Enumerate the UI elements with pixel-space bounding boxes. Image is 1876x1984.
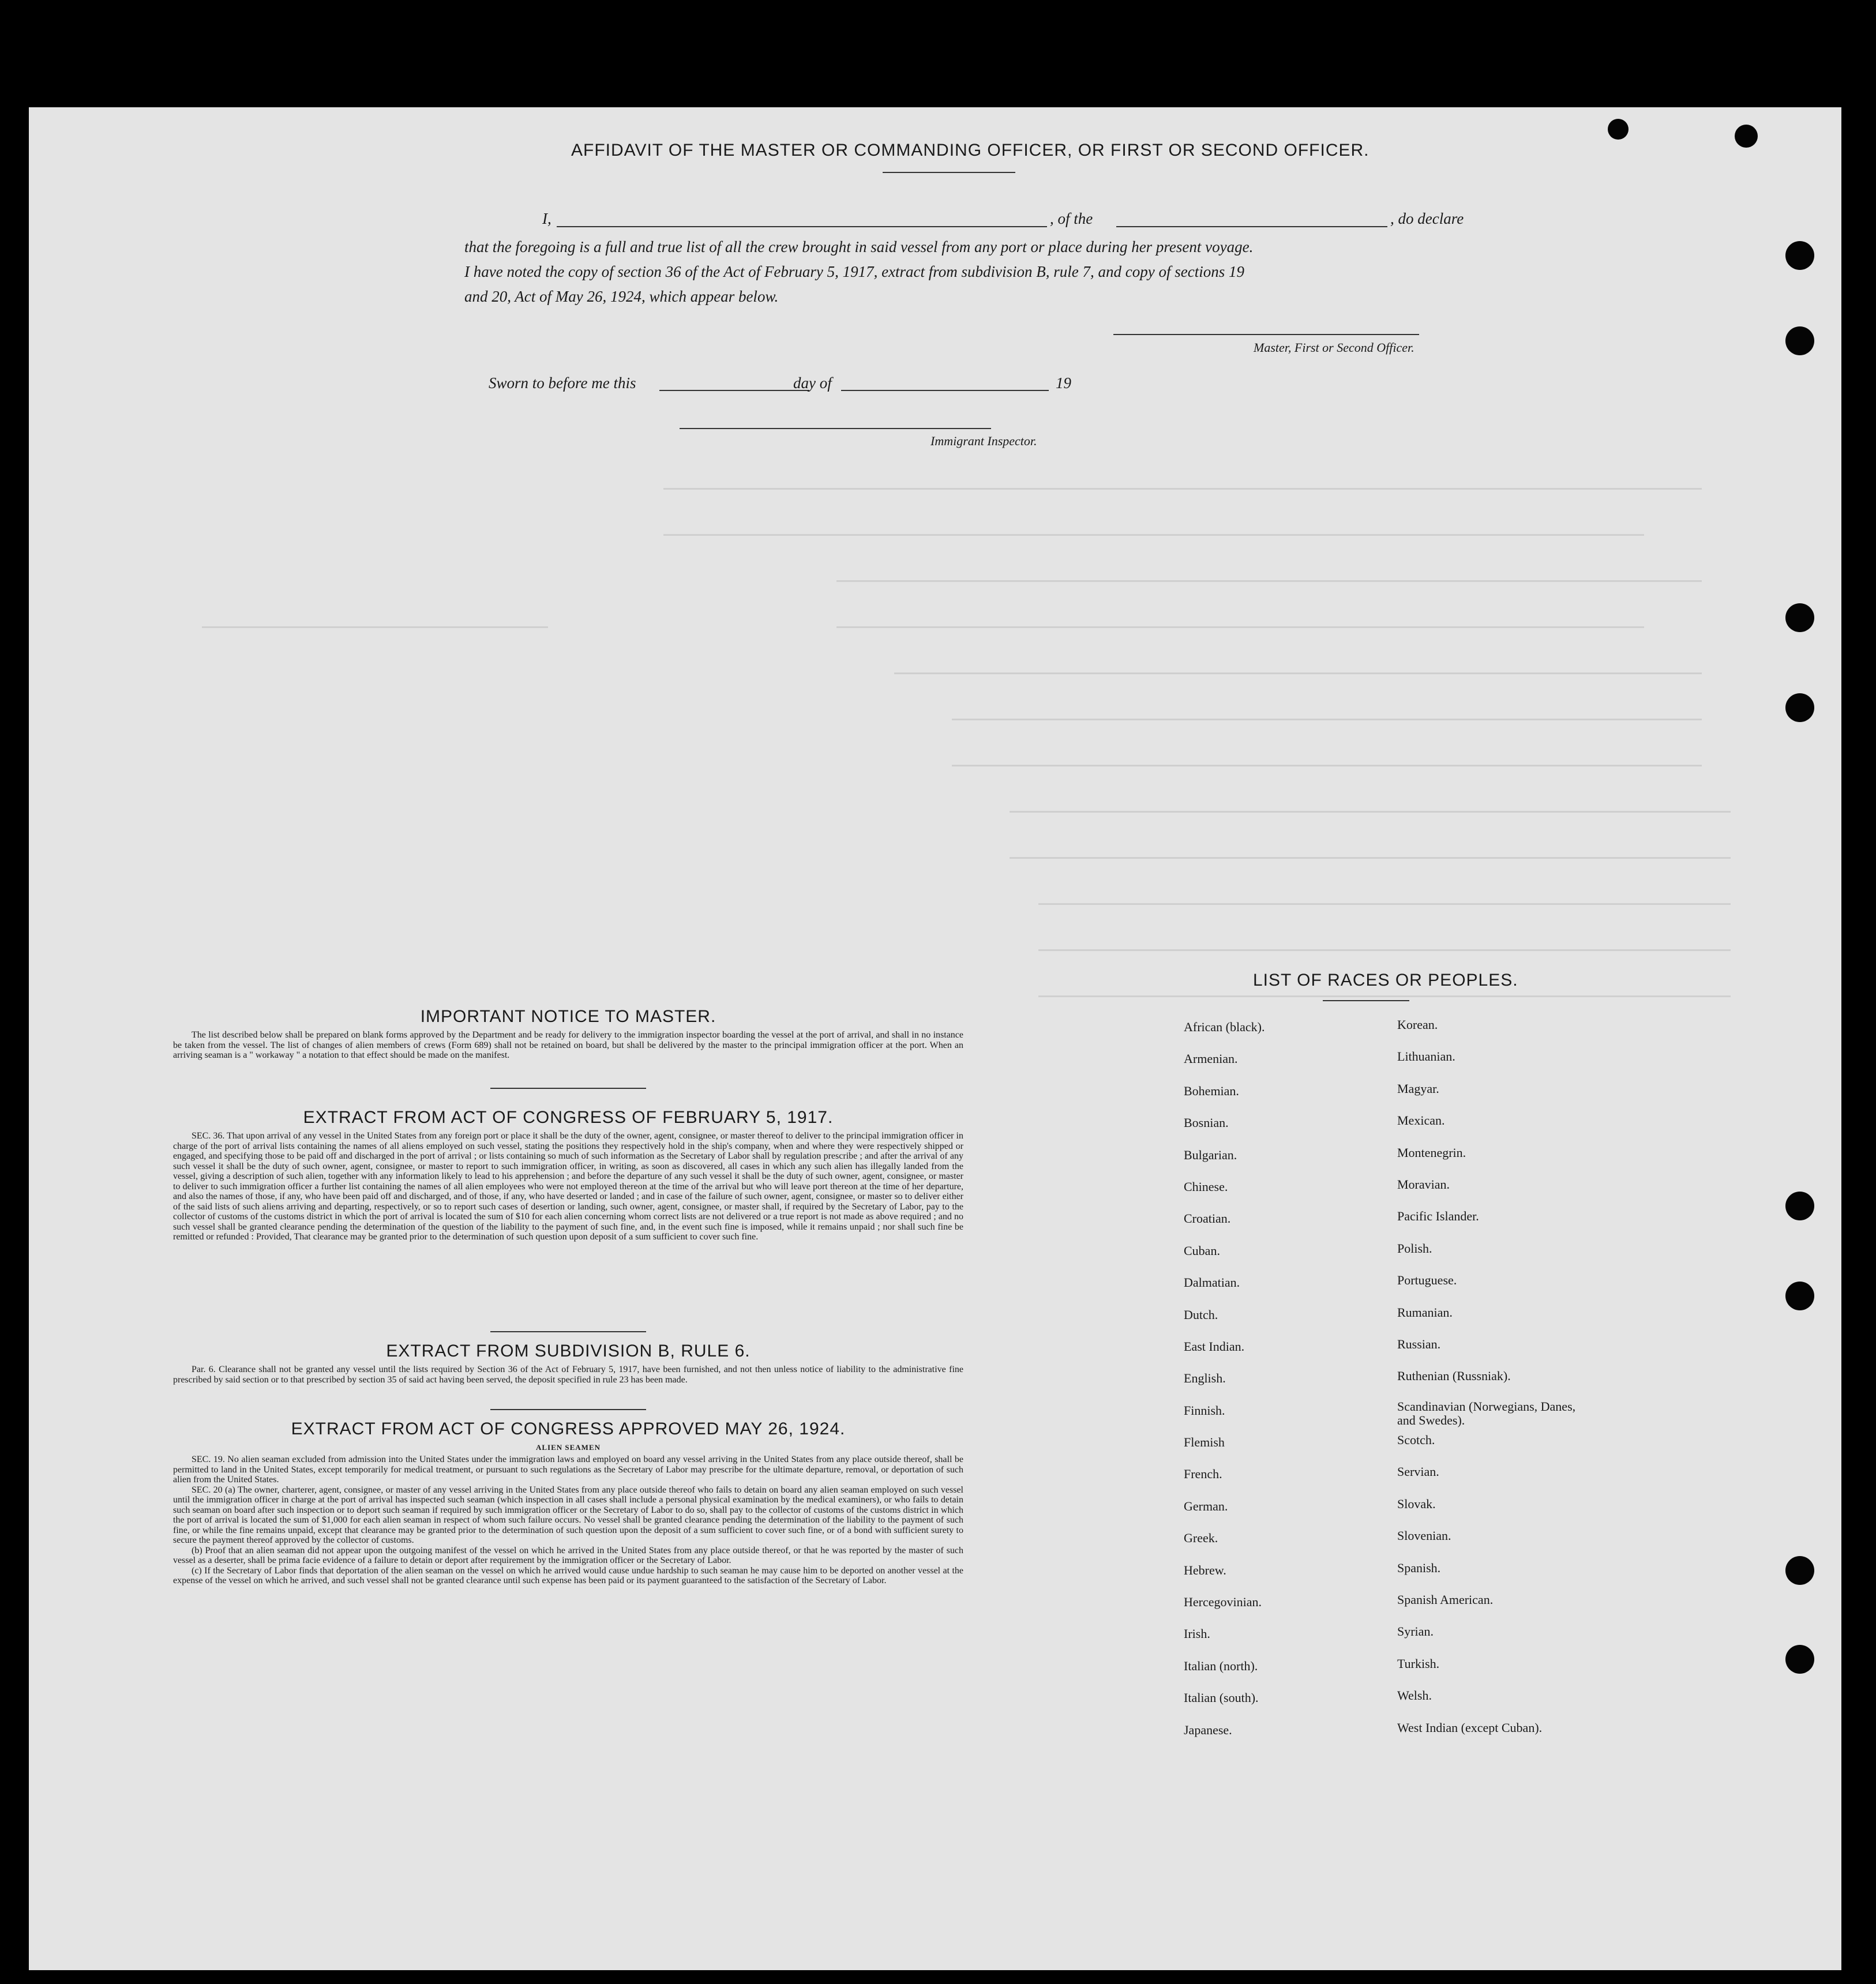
race-item: Spanish American. — [1397, 1592, 1494, 1607]
race-item: Syrian. — [1397, 1624, 1434, 1639]
inspector-signature-line — [680, 428, 991, 429]
race-item: Lithuanian. — [1397, 1049, 1455, 1064]
name-blank — [557, 226, 1047, 227]
extract-1924-para-1: SEC. 19. No alien seaman excluded from admission into the United States under the immigration laws and employed on board any vessel arriving in the United States from any place outside thereof, shall be permitted to land in the United States, except temporarily for medical treatment, or pursuant to such regulations as the Secretary of Labor may prescribe for the ultimate departure, removal, or deportation of such alien from the United States. — [173, 1455, 963, 1485]
sworn-month-blank — [841, 390, 1049, 391]
extract-1924-para-3: (b) Proof that an alien seaman did not appear upon the outgoing manifest of the vessel on which he arrived in the United States from any place outside thereof, or that he was reported by the master of such vessel as a deserter, shall be prima facie evidence of a failure to detain or deport after requirement by the immigration officer or the Secretary of Labor. — [173, 1545, 963, 1565]
extract-1924-para-2: SEC. 20 (a) The owner, charterer, agent, consignee, or master of any vessel arriving in the United States from any place outside thereof who fails to detain on board any alien seaman employed on such vessel until the immigration officer in charge at the port of arrival has inspected such seaman (which inspection in all cases shall include a personal physical examination by the medical examiners), or who fails to detain such seaman on board after such inspection or to deport such seaman if required by such immigration officer or the Secretary of Labor to do so, shall pay to the collector of customs of the customs district in which the port of arrival is located the sum of $1,000 for each alien seaman in respect of whom such failure occurs. No vessel shall be granted clearance pending the determination of the liability to the payment of such fine, or while the fine remains unpaid, except that clearance may be granted prior to the determination of such question upon the deposit of a sum sufficient to cover such fine, or of a bond with sufficient surety to secure the payment thereof approved by the collector of customs. — [173, 1485, 963, 1545]
divider — [883, 172, 1015, 173]
punch-hole — [1785, 1282, 1814, 1310]
race-item: Hercegovinian. — [1184, 1595, 1262, 1610]
declaration-line-2: that the foregoing is a full and true list of all the crew brought in said vessel from any port or place during her present voyage. — [464, 238, 1254, 255]
extract-1924-body — [173, 1455, 963, 1586]
affidavit-title: AFFIDAVIT OF THE MASTER OR COMMANDING OFFICER, OR FIRST OR SECOND OFFICER. — [571, 141, 1370, 160]
race-item: African (black). — [1184, 1020, 1265, 1034]
race-item: Montenegrin. — [1397, 1145, 1466, 1160]
sworn-day-of: day of — [793, 374, 832, 392]
race-item: Finnish. — [1184, 1403, 1225, 1418]
race-item: Welsh. — [1397, 1688, 1432, 1703]
race-item: Cuban. — [1184, 1243, 1220, 1258]
declaration-line-3: I have noted the copy of section 36 of the Act of February 5, 1917, extract from subdivision B, rule 7, and copy of sections 19 — [464, 263, 1244, 280]
sworn-day-blank — [659, 390, 809, 391]
race-item: Scotch. — [1397, 1433, 1435, 1448]
race-item: Korean. — [1397, 1017, 1438, 1032]
races-left-column — [1184, 1019, 1265, 1753]
master-signature-label: Master, First or Second Officer. — [1254, 340, 1414, 355]
race-item: Greek. — [1184, 1531, 1218, 1546]
race-item: English. — [1184, 1371, 1226, 1386]
race-item: East Indian. — [1184, 1339, 1245, 1354]
race-item: Pacific Islander. — [1397, 1209, 1479, 1224]
subdivision-title: EXTRACT FROM SUBDIVISION B, RULE 6. — [386, 1342, 751, 1361]
punch-hole — [1785, 603, 1814, 632]
race-item: Slovak. — [1397, 1496, 1436, 1511]
declaration-line-4: and 20, Act of May 26, 1924, which appear below. — [464, 288, 779, 305]
punch-hole — [1785, 1556, 1814, 1585]
race-item: Chinese. — [1184, 1179, 1228, 1194]
extract-1924-subtitle: ALIEN SEAMEN — [535, 1443, 601, 1452]
races-title: LIST OF RACES OR PEOPLES. — [1253, 971, 1518, 990]
race-item: Servian. — [1397, 1464, 1439, 1479]
race-item: Scandinavian (Norwegians, Danes, and Swedes). — [1397, 1399, 1576, 1427]
declare-of-the: , of the — [1050, 210, 1093, 227]
race-item: Flemish — [1184, 1435, 1225, 1450]
race-item: Dalmatian. — [1184, 1275, 1240, 1290]
divider — [490, 1331, 646, 1332]
race-item: Armenian. — [1184, 1051, 1238, 1066]
punch-hole — [1785, 693, 1814, 722]
punch-hole — [1785, 1645, 1814, 1674]
race-item: Portuguese. — [1397, 1273, 1457, 1288]
race-item: West Indian (except Cuban). — [1397, 1720, 1543, 1735]
race-item: Japanese. — [1184, 1722, 1232, 1737]
master-signature-line — [1113, 334, 1419, 335]
race-item: Bohemian. — [1184, 1083, 1239, 1098]
extract-1924-title: EXTRACT FROM ACT OF CONGRESS APPROVED MAY 26, 1924. — [291, 1419, 846, 1438]
race-item: Russian. — [1397, 1336, 1441, 1351]
notice-title: IMPORTANT NOTICE TO MASTER. — [420, 1007, 716, 1026]
race-item: Bosnian. — [1184, 1115, 1229, 1130]
race-item: Turkish. — [1397, 1656, 1440, 1671]
races-right-column — [1397, 1016, 1582, 1751]
sworn-prefix: Sworn to before me this — [489, 374, 636, 392]
race-item: Irish. — [1184, 1626, 1210, 1641]
race-item: Croatian. — [1184, 1211, 1231, 1226]
inspector-label: Immigrant Inspector. — [931, 434, 1037, 448]
extract-1917-body — [173, 1131, 963, 1242]
race-item: Bulgarian. — [1184, 1147, 1237, 1162]
divider — [1323, 1000, 1409, 1001]
race-item: Italian (north). — [1184, 1658, 1258, 1673]
declare-end: , do declare — [1390, 210, 1464, 227]
race-item: Spanish. — [1397, 1560, 1441, 1575]
race-item: Rumanian. — [1397, 1305, 1453, 1320]
race-item: French. — [1184, 1467, 1222, 1482]
subdivision-body — [173, 1365, 963, 1385]
extract-1917-text: SEC. 36. That upon arrival of any vessel in the United States from any foreign port or place it shall be the duty of the owner, agent, consignee, or master thereof to deliver to the principal immigration officer in charge of the port of arrival lists containing the names of all aliens employed on such vessel, stating the positions they respectively hold in the ship's company, when and where they were respectively shipped or engaged, and specifying those to be paid off and discharged in the port of arrival ; or lists containing so much of such information as the Secretary of Labor shall by regulation prescribe ; and after the arrival of any such vessel it shall be the duty of such owner, agent, consignee, or master to report to such immigration officer, in writing, as soon as discovered, all cases in which any such alien has illegally landed from the vessel, giving a description of such alien, together with any information likely to lead to his apprehension ; and before the departure of any such vessel it shall be the duty of such owner, agent, consignee, or master to deliver to such immigration officer a further list containing the names of all alien employees who were not employed thereon at the time of the arrival but who will leave port thereon at the time of her departure, and also the names of those, if any, who have been paid off and discharged, and of those, if any, who have deserted or landed ; and in case of the failure of such owner, agent, consignee, or master so to deliver either of the said lists of such aliens arriving and departing, respectively, or so to report such cases of desertion or landing, such owner, agent, consignee, or master shall, if required by the Secretary of Labor, pay to the collector of customs of the customs district in which the port of arrival is located the sum of $10 for each alien concerning whom correct lists are not delivered or a true report is not made as above required ; and no such vessel shall be granted clearance pending the determination of the question of the liability to the payment of such fine, and, in the event such fine is imposed, while it remains unpaid ; nor shall such fine be remitted or refunded : Provided, That clearance may be granted prior to the determination of such question upon deposit of a sum sufficient to cover such fine. — [173, 1131, 963, 1242]
race-item: Magyar. — [1397, 1081, 1439, 1096]
divider — [490, 1409, 646, 1410]
race-item: Italian (south). — [1184, 1690, 1259, 1705]
subdivision-text: Par. 6. Clearance shall not be granted any vessel until the lists required by Section 36 of the Act of February 5, 1917, have been furnished, and not then unless notice of liability to the administrative fine prescribed by said section or to that prescribed by section 35 of said act having been served, the deposit specified in rule 23 has been made. — [173, 1365, 963, 1385]
race-item: Polish. — [1397, 1241, 1432, 1256]
extract-1924-para-4: (c) If the Secretary of Labor finds that deportation of the alien seaman on the vessel on which he arrived would cause undue hardship to such seaman he may cause him to be deported on another vessel at the expense of the vessel on which he arrived, and such vessel shall not be granted clearance until such expense has been paid or its payment guaranteed to the satisfaction of the Secretary of Labor. — [173, 1565, 963, 1585]
race-item: German. — [1184, 1498, 1228, 1513]
race-item: Mexican. — [1397, 1113, 1445, 1128]
punch-hole — [1735, 125, 1758, 148]
race-item: Slovenian. — [1397, 1528, 1451, 1543]
race-item: Ruthenian (Russniak). — [1397, 1369, 1511, 1384]
punch-hole — [1785, 241, 1814, 270]
punch-hole — [1785, 326, 1814, 355]
race-item: Moravian. — [1397, 1177, 1450, 1192]
vessel-blank — [1116, 226, 1387, 227]
race-item: Hebrew. — [1184, 1562, 1226, 1577]
divider — [490, 1088, 646, 1089]
punch-hole — [1785, 1192, 1814, 1220]
punch-hole — [1608, 119, 1629, 140]
sworn-year: 19 — [1056, 374, 1071, 392]
declare-i: I, — [542, 210, 551, 227]
race-item: Dutch. — [1184, 1307, 1218, 1322]
extract-1917-title: EXTRACT FROM ACT OF CONGRESS OF FEBRUARY 5, 1917. — [303, 1108, 834, 1127]
document-page — [29, 107, 1841, 1970]
notice-text: The list described below shall be prepared on blank forms approved by the Department and be ready for delivery to the immigration inspector boarding the vessel at the port of arrival, and shall in no instance be taken from the vessel. The list of changes of alien members of crews (Form 689) shall not be retained on board, but shall be delivered by the master to the principal immigration officer at the port. When an arriving seaman is a " workaway " a notation to that effect should be made on the manifest. — [173, 1030, 963, 1060]
notice-body — [173, 1030, 963, 1061]
